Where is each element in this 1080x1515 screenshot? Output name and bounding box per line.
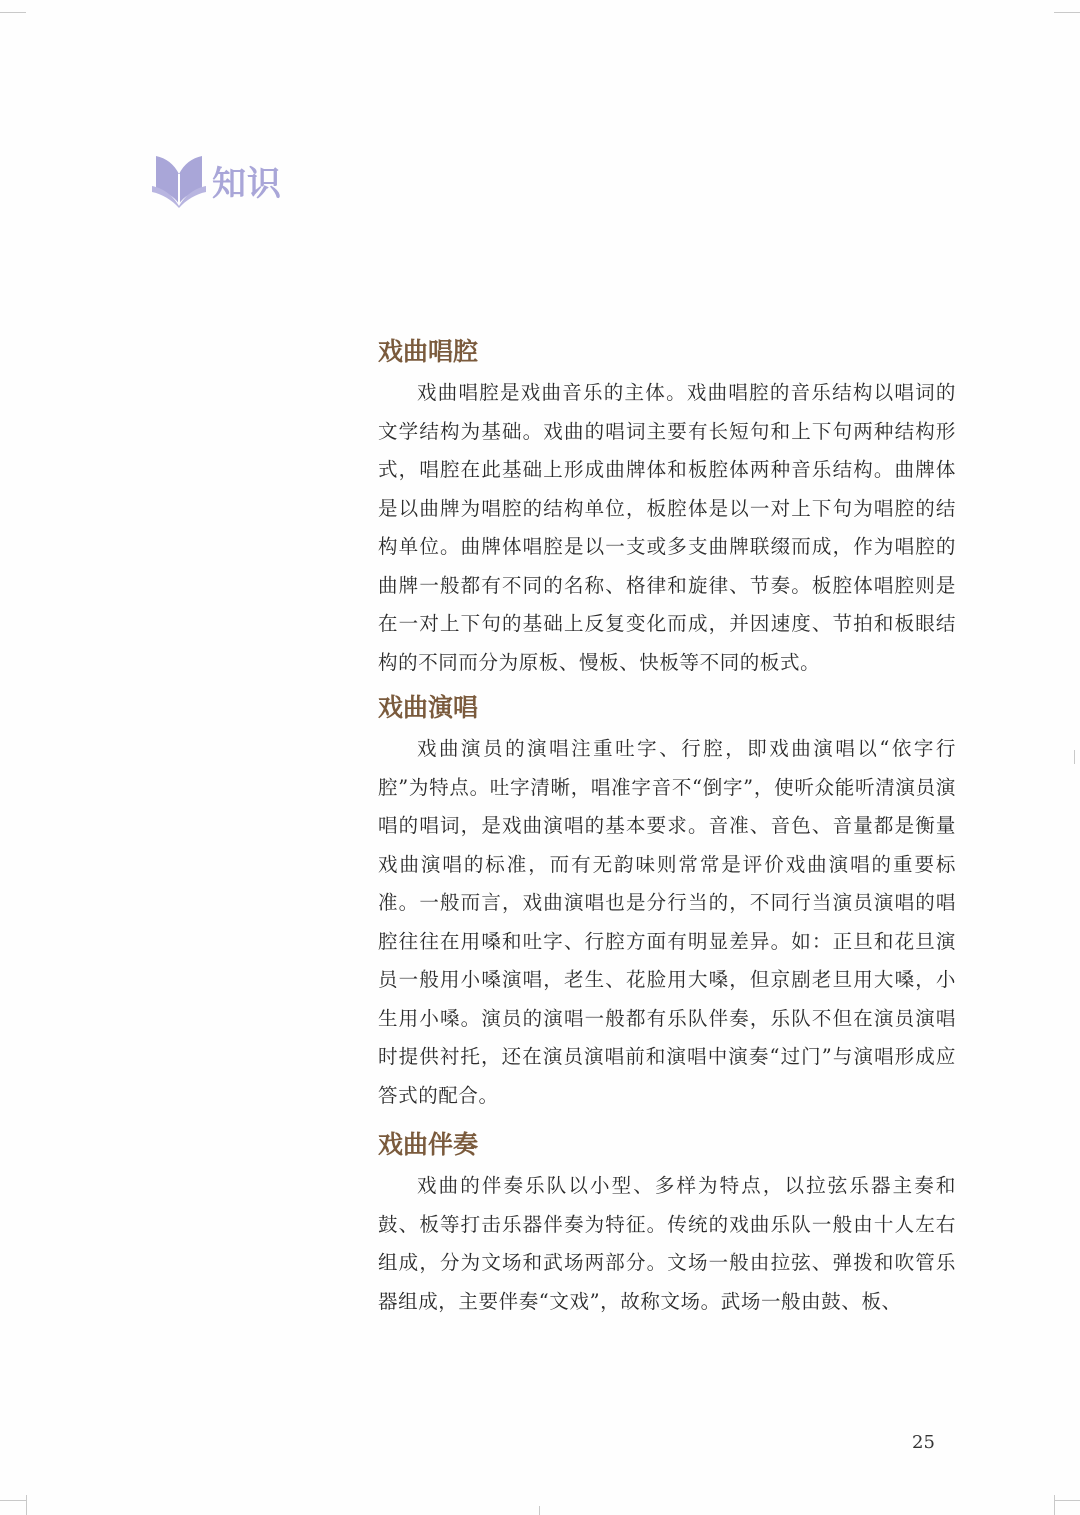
crop-mark [1054, 12, 1080, 13]
section-paragraph: 戏曲唱腔是戏曲音乐的主体。戏曲唱腔的音乐结构以唱词的文学结构为基础。戏曲的唱词主要有长短句和上下句两种结构形式，唱腔在此基础上形成曲牌体和板腔体两种音乐结构。曲牌体是以曲牌为唱腔的结构单位，板腔体是以一对上下句为唱腔的结构单位。曲牌体唱腔是以一支或多支曲牌联缀而成，作为唱腔的曲牌一般都有不同的名称、格律和旋律、节奏。板腔体唱腔则是在一对上下句的基础上反复变化而成，并因速度、节拍和板眼结构的不同而分为原板、慢板、快板等不同的板式。 [378, 381, 956, 674]
section-paragraph: 戏曲演员的演唱注重吐字、行腔，即戏曲演唱以“依字行腔”为特点。吐字清晰，唱准字音不“倒字”，使听众能听清演员演唱的唱词，是戏曲演唱的基本要求。音准、音色、音量都是衡量戏曲演唱的标准，而有无韵味则常常是评价戏曲演唱的重要标准。一般而言，戏曲演唱也是分行当的，不同行当演员演唱的唱腔往往在用嗓和吐字、行腔方面有明显差异。如：正旦和花旦演员一般用小嗓演唱，老生、花脸用大嗓，但京剧老旦用大嗓，小生用小嗓。演员的演唱一般都有乐队伴奏，乐队不但在演员演唱时提供衬托，还在演员演唱前和演唱中演奏“过门”与演唱形成应答式的配合。 [378, 737, 956, 1107]
section-title: 戏曲伴奏 [378, 1130, 479, 1159]
crop-mark [1054, 1500, 1080, 1501]
badge-label: 知识 [212, 163, 282, 204]
crop-mark [0, 12, 26, 13]
knowledge-badge [152, 150, 282, 210]
section-title: 戏曲唱腔 [378, 337, 479, 366]
crop-mark [1054, 1495, 1055, 1515]
open-book-icon [152, 152, 206, 208]
crop-mark [539, 1506, 540, 1515]
crop-mark [1074, 750, 1075, 764]
article-column [378, 330, 956, 1321]
section-title: 戏曲演唱 [378, 693, 479, 722]
section-paragraph: 戏曲的伴奏乐队以小型、多样为特点，以拉弦乐器主奏和鼓、板等打击乐器伴奏为特征。传统的戏曲乐队一般由十人左右组成，分为文场和武场两部分。文场一般由拉弦、弹拨和吹管乐器组成，主要伴奏“文戏”，故称文场。武场一般由鼓、板、 [378, 1174, 956, 1313]
page-number: 25 [912, 1432, 935, 1453]
crop-mark [26, 1495, 27, 1515]
crop-mark [0, 1500, 26, 1501]
